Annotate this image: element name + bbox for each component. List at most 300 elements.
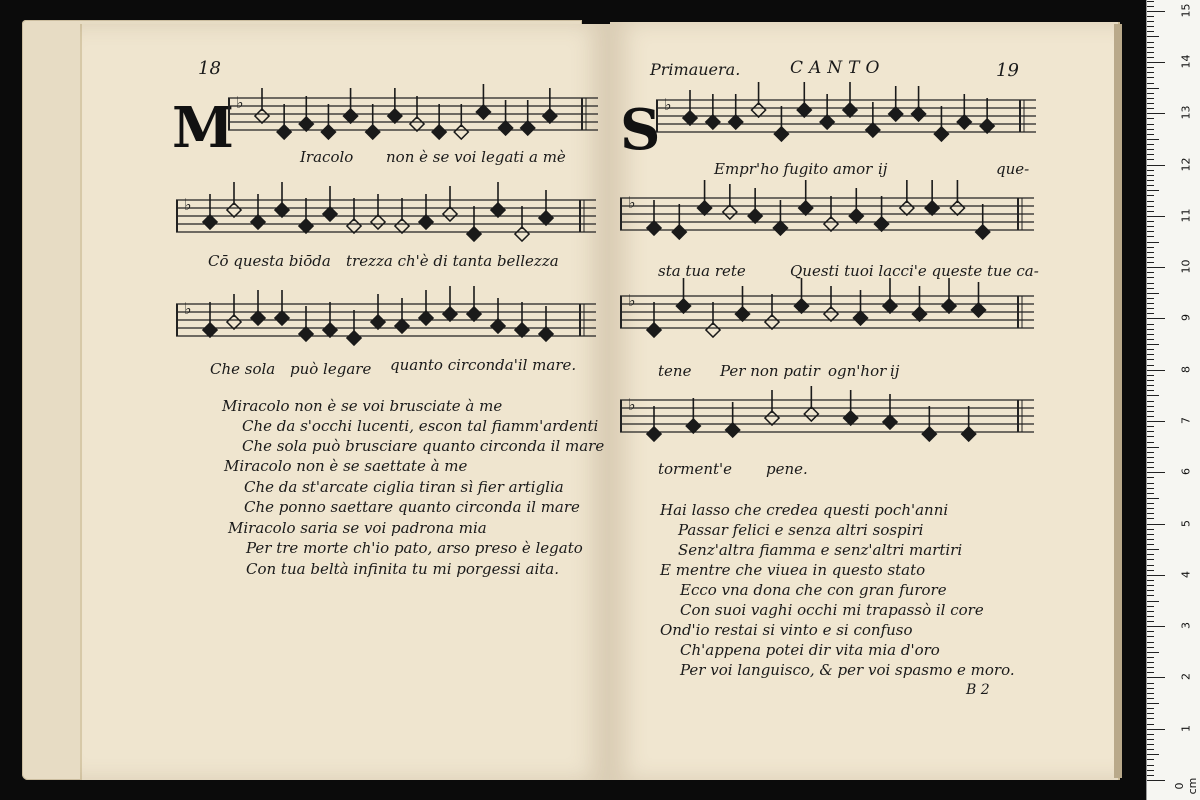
- ruler-number: 7: [1179, 417, 1193, 425]
- ruler-tick: [1147, 154, 1154, 155]
- note-head: [765, 315, 779, 329]
- ruler-tick: [1147, 601, 1159, 602]
- ruler-number: 11: [1179, 208, 1193, 223]
- note-head: [794, 299, 808, 313]
- ruler-tick: [1147, 190, 1159, 191]
- ruler-tick: [1147, 395, 1159, 396]
- clef-flat-icon: ♭: [628, 193, 636, 212]
- right-lyric-4b: pene.: [766, 460, 808, 478]
- verse-line: Che ponno saettare quanto circonda il mare: [244, 498, 580, 516]
- ruler-number: 1: [1179, 724, 1193, 732]
- verse-line: Per voi languisco, & per voi spasmo e moro.: [680, 661, 1015, 679]
- note-head: [539, 211, 553, 225]
- verse-line: Miracolo non è se voi brusciate à me: [222, 397, 503, 415]
- ruler-tick: [1147, 365, 1154, 366]
- ruler-tick: [1147, 324, 1154, 325]
- ruler-tick: [1147, 585, 1154, 586]
- note-head: [467, 307, 481, 321]
- note-head: [321, 125, 335, 139]
- ruler-tick: [1147, 36, 1159, 37]
- ruler-tick: [1147, 477, 1154, 478]
- ruler-tick: [1147, 677, 1165, 678]
- right-lyric-2b: Questi tuoi lacci'e queste tue ca-: [790, 262, 1039, 280]
- ruler-tick: [1147, 508, 1154, 509]
- ruler-tick: [1147, 16, 1154, 17]
- ruler-tick: [1147, 42, 1154, 43]
- ruler-tick: [1147, 775, 1154, 776]
- ruler-tick: [1147, 375, 1154, 376]
- ruler-tick: [1147, 52, 1154, 53]
- note-head: [371, 315, 385, 329]
- ruler-number: 2: [1179, 673, 1193, 681]
- ruler-tick: [1147, 683, 1154, 684]
- note-head: [735, 307, 749, 321]
- left-lyric-2a: Cō questa biōda: [208, 252, 331, 270]
- ruler-tick: [1147, 252, 1154, 253]
- ruler-tick: [1147, 108, 1154, 109]
- note-head: [706, 115, 720, 129]
- ruler-tick: [1147, 288, 1154, 289]
- right-page-number: 19: [996, 60, 1019, 81]
- note-head: [729, 115, 743, 129]
- note-head: [748, 209, 762, 223]
- ruler-tick: [1147, 467, 1154, 468]
- ruler-tick: [1147, 165, 1165, 166]
- ruler-tick: [1147, 318, 1165, 319]
- ruler-number: 9: [1179, 314, 1193, 322]
- ruler-tick: [1147, 518, 1154, 519]
- ruler-tick: [1147, 236, 1154, 237]
- note-head: [347, 331, 361, 345]
- ruler-tick: [1147, 144, 1154, 145]
- ruler-tick: [1147, 565, 1154, 566]
- ruler-tick: [1147, 385, 1154, 386]
- ruler-tick: [1147, 626, 1165, 627]
- note-head: [900, 201, 914, 215]
- left-lyric-1b: non è se voi legati a mè: [386, 148, 566, 166]
- measuring-ruler: [1146, 0, 1200, 800]
- verse-line: Che da s'occhi lucenti, escon tal fiamm'ardenti: [242, 417, 599, 435]
- note-head: [647, 221, 661, 235]
- ruler-tick: [1147, 390, 1154, 391]
- ruler-tick: [1147, 688, 1154, 689]
- note-head: [203, 215, 217, 229]
- ruler-tick: [1147, 47, 1154, 48]
- note-head: [824, 217, 838, 231]
- ruler-tick: [1147, 703, 1159, 704]
- ruler-tick: [1147, 739, 1154, 740]
- voice-part-label: CANTO: [790, 58, 886, 78]
- ruler-tick: [1147, 724, 1154, 725]
- clef-flat-icon: ♭: [236, 93, 244, 112]
- ruler-tick: [1147, 647, 1154, 648]
- ruler-number: 15: [1179, 3, 1193, 18]
- right-lyric-1a: Empr'ho fugito amor: [714, 160, 873, 178]
- note-head: [765, 411, 779, 425]
- note-head: [971, 303, 985, 317]
- left-lyric-2b: trezza ch'è di tanta bellezza: [346, 252, 559, 270]
- ruler-tick: [1147, 118, 1154, 119]
- note-head: [726, 423, 740, 437]
- note-head: [499, 121, 513, 135]
- ruler-tick: [1147, 513, 1154, 514]
- note-head: [443, 207, 457, 221]
- right-staff-3: [620, 282, 1034, 362]
- ruler-tick: [1147, 488, 1154, 489]
- note-head: [824, 307, 838, 321]
- ruler-tick: [1147, 77, 1154, 78]
- note-head: [347, 219, 361, 233]
- clef-flat-icon: ♭: [628, 291, 636, 310]
- note-head: [883, 299, 897, 313]
- right-lyric-2a: sta tua rete: [658, 262, 746, 280]
- note-head: [962, 427, 976, 441]
- ruler-tick: [1147, 493, 1154, 494]
- note-head: [299, 117, 313, 131]
- verse-line: Miracolo non è se saettate à me: [224, 457, 468, 475]
- ruler-tick: [1147, 313, 1154, 314]
- ruler-tick: [1147, 652, 1159, 653]
- ruler-tick: [1147, 667, 1154, 668]
- note-head: [251, 215, 265, 229]
- right-lyric-3b: Per non patir: [720, 362, 820, 380]
- ruler-tick: [1147, 729, 1165, 730]
- verse-line: Senz'altra fiamma e senz'altri martiri: [678, 541, 963, 559]
- ruler-tick: [1147, 411, 1154, 412]
- note-head: [676, 299, 690, 313]
- ruler-tick: [1147, 329, 1154, 330]
- note-head: [277, 125, 291, 139]
- ruler-tick: [1147, 267, 1165, 268]
- note-head: [299, 327, 313, 341]
- note-head: [883, 415, 897, 429]
- ruler-tick: [1147, 11, 1165, 12]
- ruler-tick: [1147, 6, 1154, 7]
- left-initial-letter: M: [172, 95, 234, 161]
- note-head: [467, 227, 481, 241]
- ruler-tick: [1147, 754, 1159, 755]
- right-lyric-3c: ogn'hor: [828, 362, 887, 380]
- page-edge: [1114, 24, 1122, 778]
- note-head: [774, 127, 788, 141]
- right-lyric-3a: tene: [658, 362, 692, 380]
- note-head: [227, 203, 241, 217]
- note-head: [255, 109, 269, 123]
- ruler-tick: [1147, 1, 1154, 2]
- ruler-tick: [1147, 770, 1154, 771]
- ruler-tick: [1147, 195, 1154, 196]
- ruler-tick: [1147, 134, 1154, 135]
- ruler-number: 0 cm: [1173, 777, 1199, 795]
- note-head: [647, 427, 661, 441]
- note-head: [515, 227, 529, 241]
- ruler-tick: [1147, 452, 1154, 453]
- note-head: [388, 109, 402, 123]
- note-head: [912, 307, 926, 321]
- note-head: [942, 299, 956, 313]
- ruler-tick: [1147, 129, 1154, 130]
- note-head: [853, 311, 867, 325]
- ruler-tick: [1147, 277, 1154, 278]
- ruler-number: 6: [1179, 468, 1193, 476]
- ruler-tick: [1147, 426, 1154, 427]
- clef-flat-icon: ♭: [184, 299, 192, 318]
- verse-line: Che da st'arcate ciglia tiran sì fier artiglia: [244, 478, 564, 496]
- note-head: [491, 203, 505, 217]
- ruler-tick: [1147, 57, 1154, 58]
- left-page-number: 18: [198, 58, 221, 79]
- ruler-tick: [1147, 759, 1154, 760]
- note-head: [683, 111, 697, 125]
- note-head: [203, 323, 217, 337]
- note-head: [366, 125, 380, 139]
- ruler-tick: [1147, 529, 1154, 530]
- note-head: [251, 311, 265, 325]
- ruler-tick: [1147, 62, 1165, 63]
- ruler-tick: [1147, 483, 1154, 484]
- ruler-tick: [1147, 575, 1165, 576]
- left-lyric-3c: quanto circonda'il mare.: [390, 356, 577, 374]
- right-staff-2: [620, 184, 1034, 264]
- ruler-tick: [1147, 590, 1154, 591]
- ruler-tick: [1147, 544, 1154, 545]
- ruler-tick: [1147, 431, 1154, 432]
- ruler-tick: [1147, 293, 1159, 294]
- ruler-tick: [1147, 672, 1154, 673]
- verse-line: Passar felici e senza altri sospiri: [678, 521, 924, 539]
- ruler-tick: [1147, 308, 1154, 309]
- note-head: [925, 201, 939, 215]
- ruler-tick: [1147, 539, 1154, 540]
- note-head: [804, 407, 818, 421]
- ruler-tick: [1147, 447, 1159, 448]
- ruler-tick: [1147, 713, 1154, 714]
- note-head: [443, 307, 457, 321]
- ruler-number: 4: [1179, 570, 1193, 578]
- note-head: [344, 109, 358, 123]
- ruler-tick: [1147, 231, 1154, 232]
- ruler-tick: [1147, 554, 1154, 555]
- ruler-tick: [1147, 631, 1154, 632]
- verse-line: Ond'io restai si vinto e si confuso: [660, 621, 913, 639]
- note-head: [395, 319, 409, 333]
- ruler-tick: [1147, 354, 1154, 355]
- ruler-tick: [1147, 257, 1154, 258]
- ruler-tick: [1147, 359, 1154, 360]
- ruler-tick: [1147, 206, 1154, 207]
- note-head: [543, 109, 557, 123]
- ruler-tick: [1147, 303, 1154, 304]
- note-head: [922, 427, 936, 441]
- ruler-tick: [1147, 442, 1154, 443]
- ruler-tick: [1147, 570, 1154, 571]
- note-head: [432, 125, 446, 139]
- verse-line: Per tre morte ch'io pato, arso preso è legato: [246, 539, 583, 557]
- ruler-tick: [1147, 436, 1154, 437]
- note-head: [410, 117, 424, 131]
- ruler-tick: [1147, 524, 1165, 525]
- ruler-number: 14: [1179, 54, 1193, 69]
- ruler-tick: [1147, 611, 1154, 612]
- note-head: [976, 225, 990, 239]
- ruler-tick: [1147, 457, 1154, 458]
- ruler-tick: [1147, 88, 1159, 89]
- note-head: [706, 323, 720, 337]
- ruler-tick: [1147, 708, 1154, 709]
- ruler-tick: [1147, 534, 1154, 535]
- ruler-tick: [1147, 698, 1154, 699]
- note-head: [323, 323, 337, 337]
- left-lyric-3b: può legare: [290, 360, 372, 378]
- verse-line: Con tua beltà infinita tu mi porgessi aita.: [246, 560, 559, 578]
- verse-line: Hai lasso che credea questi poch'anni: [660, 501, 949, 519]
- note-head: [950, 201, 964, 215]
- right-lyric-3d: ij: [890, 362, 900, 380]
- ruler-tick: [1147, 642, 1154, 643]
- ruler-tick: [1147, 283, 1154, 284]
- ruler-tick: [1147, 159, 1154, 160]
- ruler-tick: [1147, 72, 1154, 73]
- note-head: [419, 311, 433, 325]
- ruler-tick: [1147, 595, 1154, 596]
- note-head: [454, 125, 468, 139]
- ruler-tick: [1147, 298, 1154, 299]
- note-head: [491, 319, 505, 333]
- ruler-tick: [1147, 339, 1154, 340]
- ruler-tick: [1147, 211, 1154, 212]
- ruler-tick: [1147, 498, 1159, 499]
- ruler-number: 8: [1179, 365, 1193, 373]
- ruler-tick: [1147, 216, 1165, 217]
- ruler-tick: [1147, 616, 1154, 617]
- left-lyric-1a: Iracolo: [300, 148, 354, 166]
- ruler-tick: [1147, 175, 1154, 176]
- ruler-number: 3: [1179, 622, 1193, 630]
- note-head: [323, 207, 337, 221]
- ruler-tick: [1147, 21, 1154, 22]
- ruler-tick: [1147, 201, 1154, 202]
- note-head: [521, 121, 535, 135]
- ruler-number: 13: [1179, 105, 1193, 120]
- ruler-tick: [1147, 170, 1154, 171]
- clef-flat-icon: ♭: [664, 95, 672, 114]
- ruler-tick: [1147, 718, 1154, 719]
- right-lyric-1c: que-: [996, 160, 1030, 178]
- ruler-tick: [1147, 180, 1154, 181]
- note-head: [912, 107, 926, 121]
- ruler-tick: [1147, 780, 1165, 781]
- ruler-tick: [1147, 149, 1154, 150]
- note-head: [686, 419, 700, 433]
- ruler-tick: [1147, 242, 1159, 243]
- ruler-tick: [1147, 98, 1154, 99]
- ruler-tick: [1147, 657, 1154, 658]
- ruler-tick: [1147, 221, 1154, 222]
- signature-mark: B 2: [966, 682, 990, 698]
- verse-line: Ecco vna dona che con gran furore: [680, 581, 947, 599]
- ruler-tick: [1147, 31, 1154, 32]
- ruler-tick: [1147, 344, 1159, 345]
- ruler-number: 12: [1179, 157, 1193, 172]
- note-head: [980, 119, 994, 133]
- ruler-tick: [1147, 549, 1159, 550]
- ruler-tick: [1147, 662, 1154, 663]
- note-head: [371, 215, 385, 229]
- ruler-tick: [1147, 103, 1154, 104]
- ruler-tick: [1147, 334, 1154, 335]
- note-head: [672, 225, 686, 239]
- note-head: [227, 315, 241, 329]
- note-head: [647, 323, 661, 337]
- note-head: [820, 115, 834, 129]
- ruler-tick: [1147, 139, 1159, 140]
- note-head: [539, 327, 553, 341]
- note-head: [515, 323, 529, 337]
- note-head: [844, 411, 858, 425]
- ruler-tick: [1147, 472, 1165, 473]
- ruler-number: 10: [1179, 259, 1193, 274]
- note-head: [843, 103, 857, 117]
- ruler-number: 5: [1179, 519, 1193, 527]
- ruler-tick: [1147, 247, 1154, 248]
- verse-line: E mentre che viuea in questo stato: [660, 561, 926, 579]
- note-head: [299, 219, 313, 233]
- ruler-tick: [1147, 693, 1154, 694]
- note-head: [849, 209, 863, 223]
- ruler-tick: [1147, 185, 1154, 186]
- right-lyric-4a: torment'e: [658, 460, 733, 478]
- ruler-tick: [1147, 621, 1154, 622]
- note-head: [875, 217, 889, 231]
- ruler-tick: [1147, 636, 1154, 637]
- note-head: [723, 205, 737, 219]
- ruler-tick: [1147, 406, 1154, 407]
- note-head: [275, 311, 289, 325]
- ruler-tick: [1147, 734, 1154, 735]
- verse-line: Miracolo saria se voi padrona mia: [228, 519, 487, 537]
- note-head: [476, 105, 490, 119]
- verse-line: Che sola può brusciare quanto circonda il mare: [242, 437, 605, 455]
- ruler-tick: [1147, 370, 1165, 371]
- note-head: [957, 115, 971, 129]
- ruler-tick: [1147, 503, 1154, 504]
- ruler-tick: [1147, 124, 1154, 125]
- note-head: [698, 201, 712, 215]
- ruler-tick: [1147, 421, 1165, 422]
- right-initial-letter: S: [620, 97, 661, 163]
- clef-flat-icon: ♭: [184, 195, 192, 214]
- right-staff-1: [656, 86, 1036, 156]
- ruler-tick: [1147, 83, 1154, 84]
- verse-line: Con suoi vaghi occhi mi trapassò il core: [680, 601, 984, 619]
- note-head: [866, 123, 880, 137]
- ruler-tick: [1147, 416, 1154, 417]
- ruler-tick: [1147, 262, 1154, 263]
- note-head: [752, 103, 766, 117]
- left-staff-1: [228, 84, 598, 154]
- ruler-tick: [1147, 744, 1154, 745]
- ruler-tick: [1147, 349, 1154, 350]
- ruler-tick: [1147, 401, 1154, 402]
- ruler-tick: [1147, 67, 1154, 68]
- left-lyric-3a: Che sola: [210, 360, 276, 378]
- note-head: [889, 107, 903, 121]
- note-head: [275, 203, 289, 217]
- note-head: [419, 215, 433, 229]
- note-head: [797, 103, 811, 117]
- ruler-tick: [1147, 749, 1154, 750]
- note-head: [395, 219, 409, 233]
